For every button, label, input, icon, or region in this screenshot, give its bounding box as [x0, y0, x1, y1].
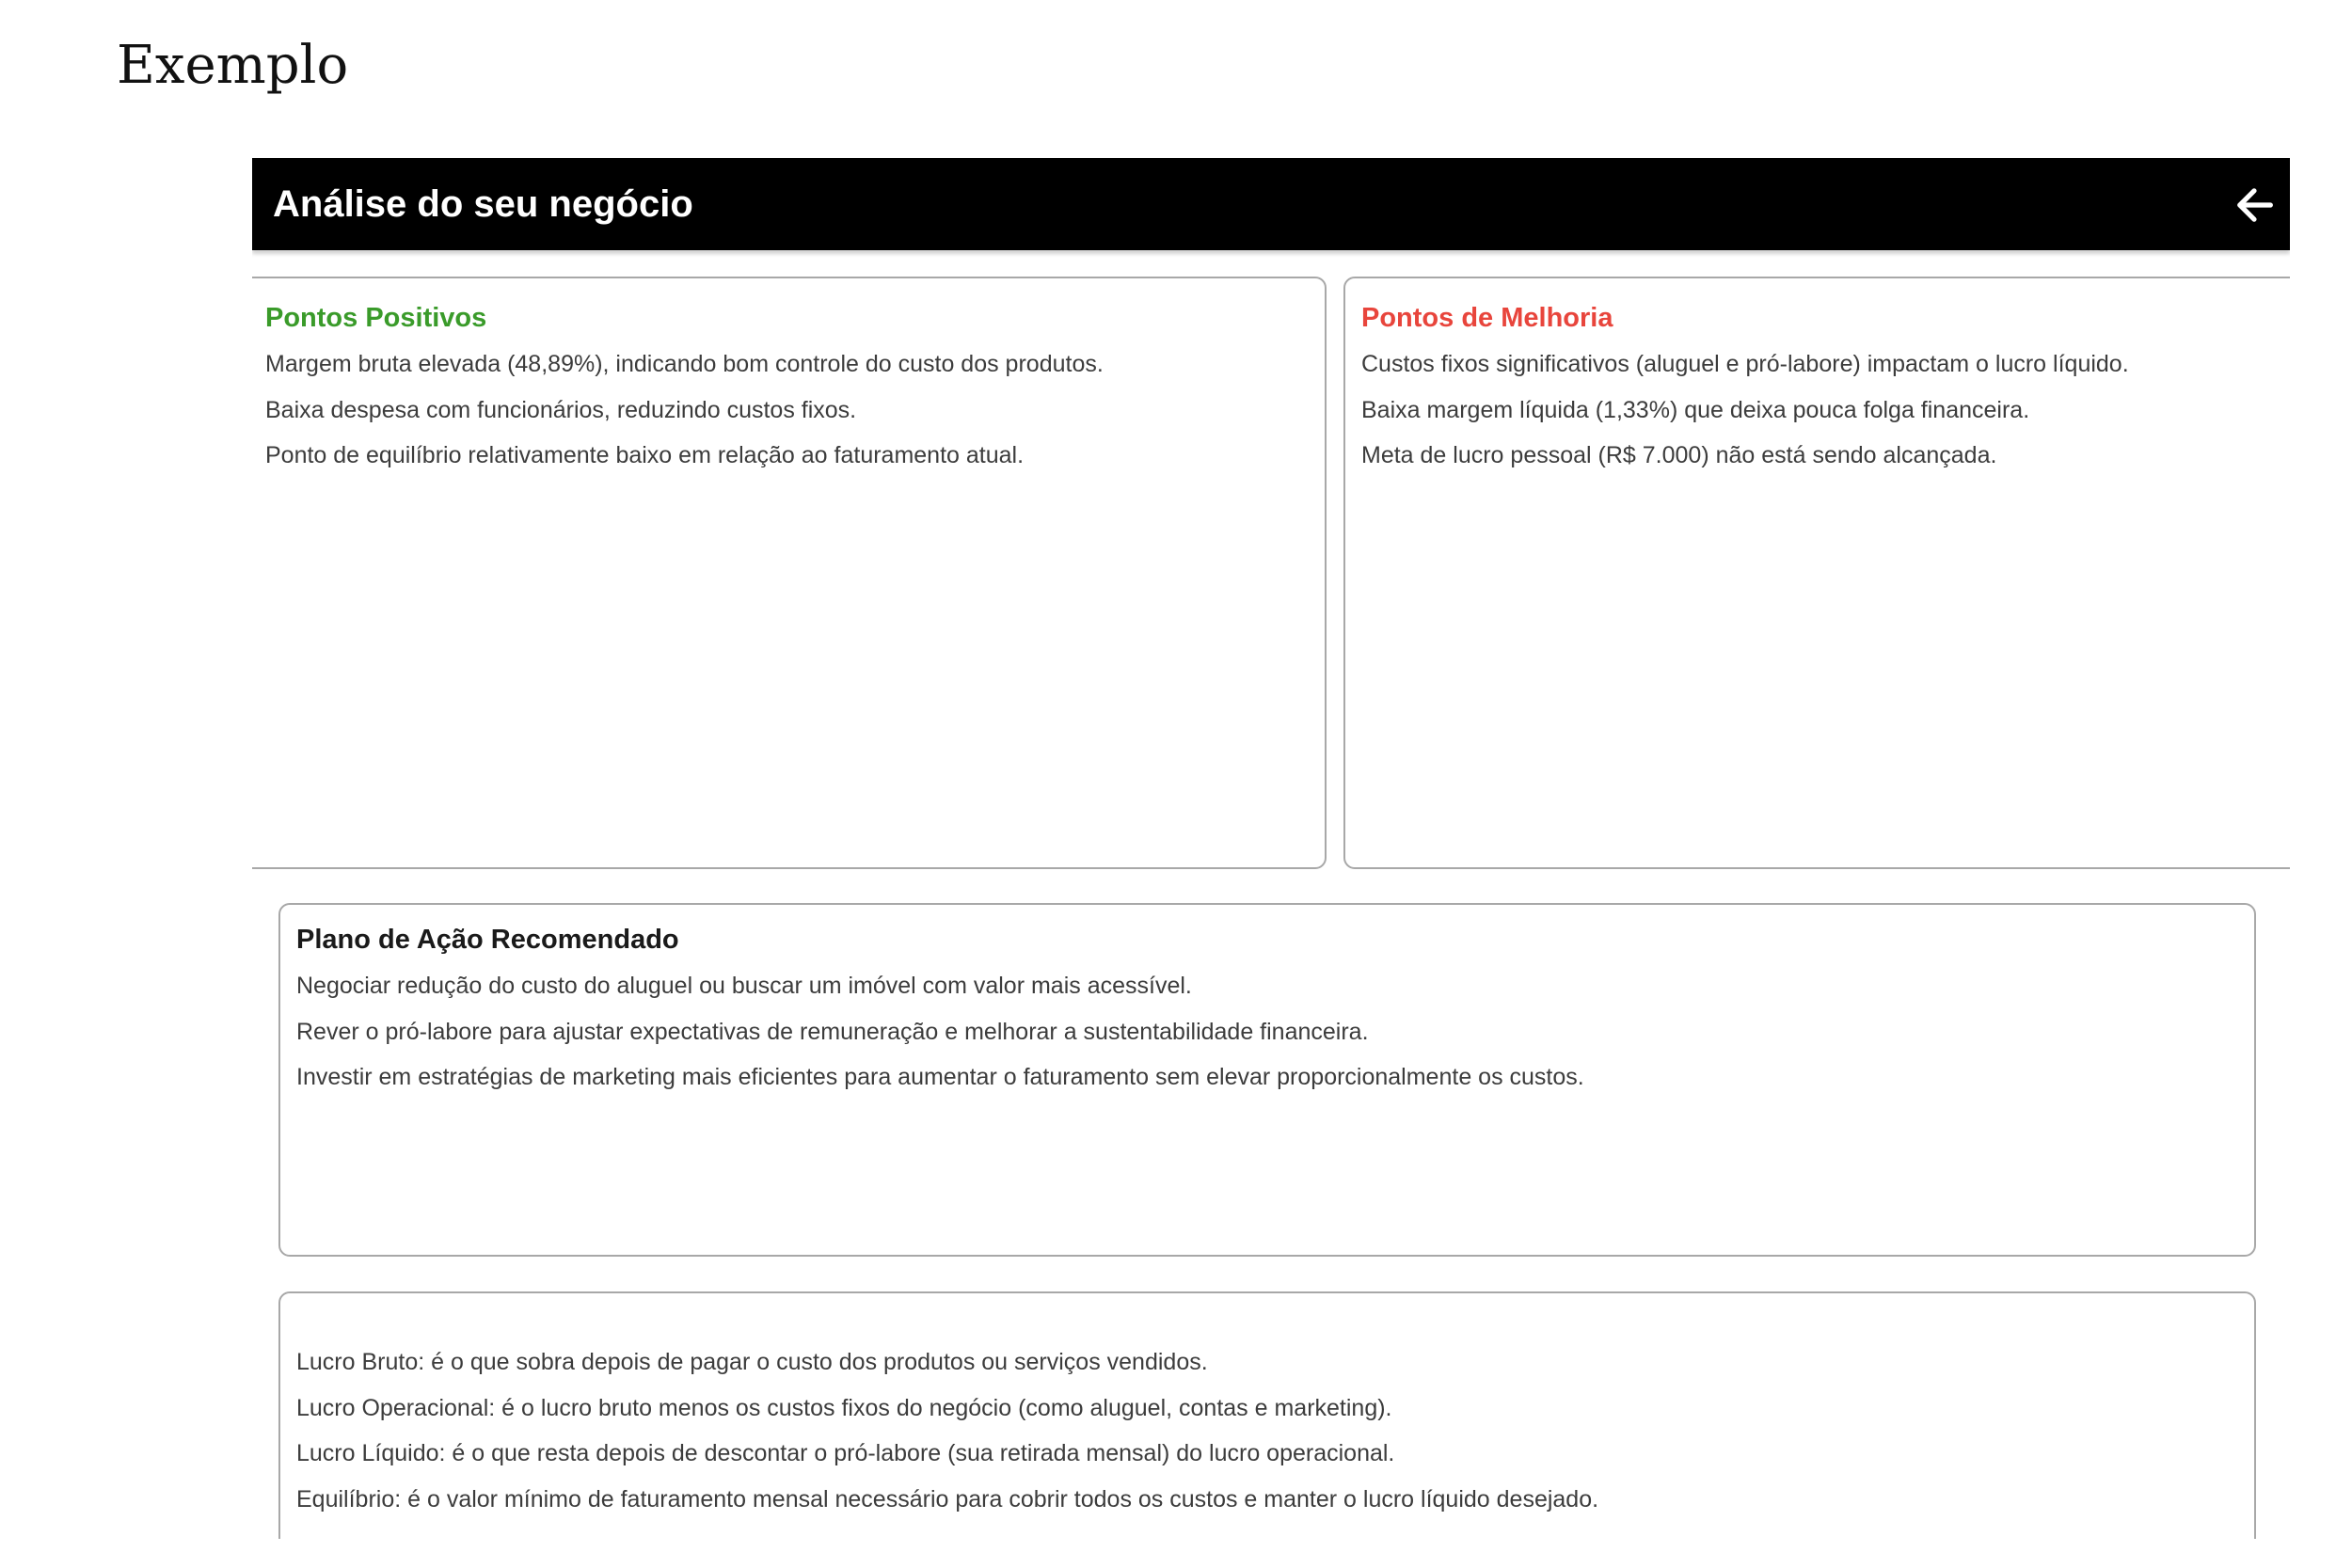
positives-list — [265, 341, 1104, 479]
glossary-list — [296, 1339, 1598, 1522]
arrow-left-icon — [2230, 181, 2279, 230]
list-item: Ponto de equilíbrio relativamente baixo em relação ao faturamento atual. — [265, 442, 1025, 468]
list-item: Lucro Bruto: é o que sobra depois de pagar o custo dos produtos ou serviços vendidos. — [296, 1349, 1208, 1375]
page-title: Análise do seu negócio — [273, 183, 693, 225]
header-bar — [252, 158, 2290, 250]
list-item: Investir em estratégias de marketing mais eficientes para aumentar o faturamento sem elevar proporcionalmente os custos. — [296, 1064, 1584, 1090]
list-item: Meta de lucro pessoal (R$ 7.000) não está sendo alcançada. — [1361, 442, 1997, 468]
positives-heading: Pontos Positivos — [265, 303, 487, 333]
analysis-panel — [252, 158, 2290, 1539]
improvements-list — [1361, 341, 2129, 479]
list-item: Baixa despesa com funcionários, reduzindo custos fixos. — [265, 396, 857, 423]
list-item: Equilíbrio: é o valor mínimo de faturamento mensal necessário para cobrir todos os custos e manter o lucro líquido desejado. — [296, 1485, 1599, 1513]
list-item: Lucro Líquido: é o que resta depois de descontar o pró-labore (sua retirada mensal) do lucro operacional. — [296, 1440, 1395, 1466]
action-plan-list — [296, 963, 1584, 1101]
document-title: Exemplo — [117, 35, 349, 96]
improvements-card — [1343, 277, 2290, 869]
back-button[interactable] — [2230, 181, 2279, 230]
list-item: Margem bruta elevada (48,89%), indicando bom controle do custo dos produtos. — [265, 351, 1104, 377]
list-item: Custos fixos significativos (aluguel e pró-labore) impactam o lucro líquido. — [1361, 351, 2129, 377]
improvements-heading: Pontos de Melhoria — [1361, 303, 1613, 333]
positives-card — [252, 277, 1327, 869]
action-plan-heading: Plano de Ação Recomendado — [296, 925, 679, 955]
list-item: Baixa margem líquida (1,33%) que deixa pouca folga financeira. — [1361, 396, 2030, 423]
action-plan-card — [278, 903, 2256, 1257]
glossary-card — [278, 1291, 2256, 1539]
list-item: Negociar redução do custo do aluguel ou buscar um imóvel com valor mais acessível. — [296, 973, 1192, 999]
list-item: Rever o pró-labore para ajustar expectativas de remuneração e melhorar a sustentabilidade financeira. — [296, 1018, 1369, 1045]
list-item: Lucro Operacional: é o lucro bruto menos os custos fixos do negócio (como aluguel, contas e marketing). — [296, 1394, 1392, 1421]
